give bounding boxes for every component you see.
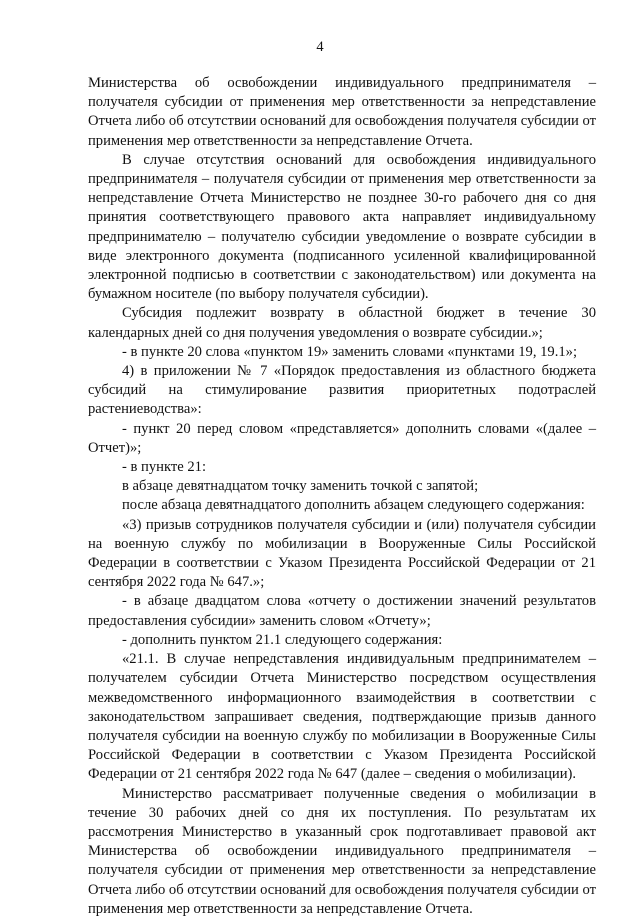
page-number: 4 (316, 39, 324, 55)
paragraph: - в пункте 21: (122, 459, 207, 476)
paragraph: «21.1. В случае непредставления индивидуальным предпринимателем – получателем субсидии Отчета Министерство посредством осуществления межведомственного информационного взаимодействия в соответствии с законодательством запрашивает сведения, подтверждающие призыв данного получателя субсидии на военную службу по мобилизации в Вооруженные Силы Российской Федерации в соответствии с Указом Президента Российской Федерации от 21 сентября 2022 года № 647 (далее – сведения о мобилизации). (88, 651, 596, 783)
paragraph: после абзаца девятнадцатого дополнить абзацем следующего содержания: (122, 497, 585, 514)
paragraph: - дополнить пунктом 21.1 следующего содержания: (122, 631, 443, 648)
paragraph: В случае отсутствия оснований для освобождения индивидуального предпринимателя – получателя субсидии от применения мер ответственности за непредставление Отчета Министерство не позднее 30-го рабочего дня со дня принятия соответствующего правового акта направляет индивидуальному предпринимателю – получателю субсидии уведомление о возврате субсидии в виде электронного документа (подписанного усиленной квалифицированной электронной подписью в соответствии с законодательством) или документа на бумажном носителе (по выбору получателя субсидии). (88, 151, 596, 303)
paragraph: 4) в приложении № 7 «Порядок предоставления из областного бюджета субсидий на стимулирование развития приоритетных подотраслей растениеводства»: (88, 363, 596, 418)
paragraph: - в пункте 20 слова «пунктом 19» заменить словами «пунктами 19, 19.1»; (122, 343, 578, 360)
paragraph: - пункт 20 перед словом «представляется» дополнить словами «(далее – Отчет)»; (88, 420, 596, 456)
paragraph: Министерства об освобождении индивидуального предпринимателя – получателя субсидии от применения мер ответственности за непредставление Отчета либо об отсутствии оснований для освобождения получателя субсидии от применения мер ответственности за непредставление Отчета. (88, 75, 596, 149)
paragraph: Министерство рассматривает полученные сведения о мобилизации в течение 30 рабочих дней со дня их поступления. По результатам их рассмотрения Министерство в указанный срок подготавливает правовой акт Министерства об освобождении индивидуального предпринимателя – получателя субсидии от применения мер ответственности за непредставление Отчета либо об отсутствии оснований для освобождения получателя субсидии от применения мер ответственности за непредставление Отчета. (88, 785, 596, 917)
paragraph: в абзаце девятнадцатом точку заменить точкой с запятой; (122, 478, 479, 495)
paragraph: - в абзаце двадцатом слова «отчету о достижении значений результатов предоставления субсидии» заменить словом «Отчету»; (88, 593, 596, 629)
paragraph: Субсидия подлежит возврату в областной бюджет в течение 30 календарных дней со дня получения уведомления о возврате субсидии.»; (88, 305, 596, 341)
document-body (88, 74, 596, 919)
paragraph: «3) призыв сотрудников получателя субсидии и (или) получателя субсидии на военную службу по мобилизации в Вооруженные Силы Российской Федерации в соответствии с Указом Президента Российской Федерации от 21 сентября 2022 года № 647.»; (88, 516, 596, 591)
